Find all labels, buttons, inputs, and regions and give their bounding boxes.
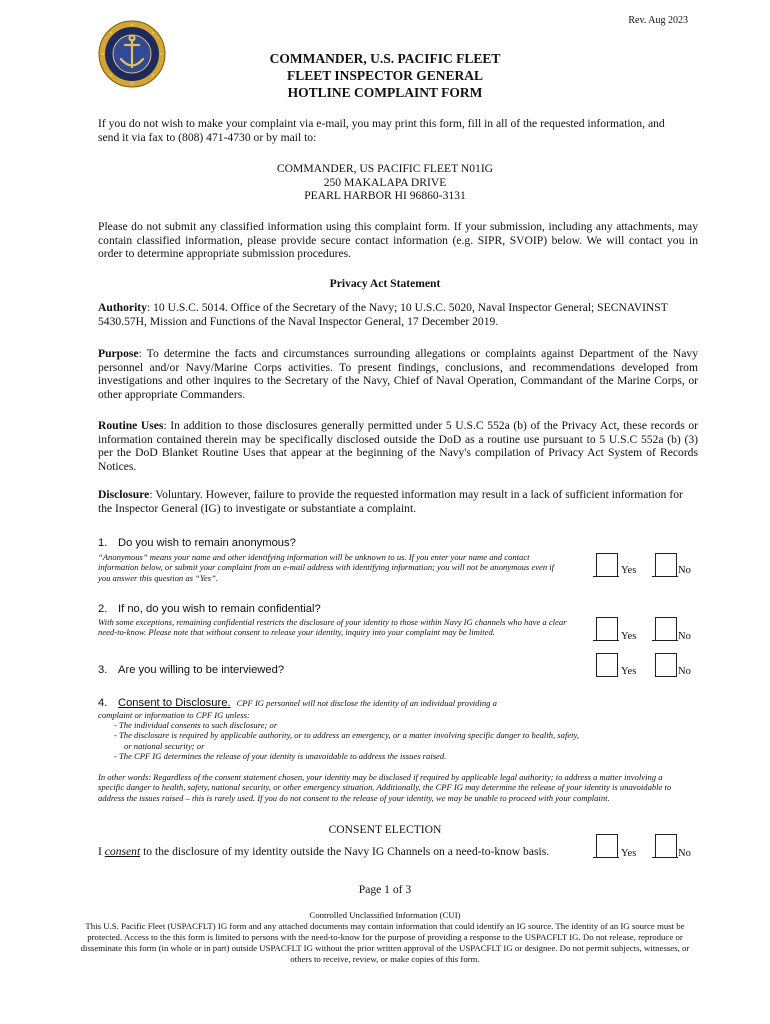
question-2-note: With some exceptions, remaining confidential restricts the disclosure of your identity to those within Navy IG channels who have a clear need-to-know. Please note that without consent to release your identity, inquiry into your complaint may be limited. <box>98 617 567 638</box>
question-4-text: Consent to Disclosure. <box>118 697 231 709</box>
revision-date: Rev. Aug 2023 <box>628 15 688 26</box>
address-line-1: COMMANDER, US PACIFIC FLEET N01IG <box>276 162 494 175</box>
question-3 <box>98 664 284 676</box>
question-4-note: complaint or information to CPF IG unless: <box>98 710 250 720</box>
q2-no-checkbox[interactable] <box>655 617 677 641</box>
list-item: - The CPF IG determines the release of your identity is unavoidable to address the issues raised. <box>114 751 447 762</box>
q3-yes-checkbox[interactable] <box>596 653 618 677</box>
question-3-number: 3. <box>98 664 108 676</box>
routine-uses-label: Routine Uses <box>98 419 164 432</box>
q2-yes-underline <box>593 640 619 641</box>
q2-yes-checkbox[interactable] <box>596 617 618 641</box>
intro-paragraph: If you do not wish to make your complaint via e-mail, you may print this form, fill in all of the requested information, and send it via fax to (808) 471-4730 or by mail to: <box>98 117 665 144</box>
list-item: - The disclosure is required by applicable authority, or to address an emergency, or a matter involving specific danger to health, safety, or national security; or <box>114 730 580 751</box>
consent-no-label: No <box>678 848 691 859</box>
question-2 <box>98 603 321 615</box>
consent-word: consent <box>104 845 141 858</box>
title-line-1: COMMANDER, U.S. PACIFIC FLEET <box>269 51 501 66</box>
title-line-3: HOTLINE COMPLAINT FORM <box>287 85 483 100</box>
address-line-3: PEARL HARBOR HI 96860-3131 <box>304 189 466 203</box>
title-line-2: FLEET INSPECTOR GENERAL <box>286 68 484 83</box>
mailing-address <box>0 162 770 203</box>
question-1 <box>98 537 296 549</box>
authority-paragraph <box>98 301 698 328</box>
consent-suffix: to the disclosure of my identity outside the Navy IG Channels on a need-to-know basis. <box>140 845 550 858</box>
disclosure-label: Disclosure <box>98 488 150 501</box>
question-4 <box>98 697 497 709</box>
cui-footer <box>80 910 690 965</box>
form-title <box>0 50 770 101</box>
q1-no-checkbox[interactable] <box>655 553 677 577</box>
q1-no-underline <box>652 576 678 577</box>
disclosure-paragraph <box>98 488 698 515</box>
cui-heading: Controlled Unclassified Information (CUI) <box>309 910 461 920</box>
question-1-number: 1. <box>98 537 108 549</box>
q2-no-label: No <box>678 631 691 642</box>
cui-text: This U.S. Pacific Fleet (USPACFLT) IG form and any attached documents may contain information that could identify an IG source. The identity of an IG source must be protected. Access to the this form is limited to persons with the need-to-know for the purpose of providing a response to the USPACFLT IG. Do not release, reproduce or disseminate this form (in whole or in part) outside USPACFLT IG without the prior written approval of the USPACFLT IG or designee. Do not permit subjects, witnesses, or others to receive, review, or make copies of this form. <box>80 921 690 964</box>
consent-yes-underline <box>593 857 619 858</box>
question-4-number: 4. <box>98 697 108 709</box>
consent-election-heading: CONSENT ELECTION <box>328 823 442 836</box>
question-4-inline-note: CPF IG personnel will not disclose the identity of an individual providing a <box>236 698 497 708</box>
disclosure-text: : Voluntary. However, failure to provide the requested information may result in a lack of sufficient information for the Inspector General (IG) to investigate or substantiate a complaint. <box>98 488 683 515</box>
classified-warning: Please do not submit any classified information using this complaint form. If your submission, including any attachments, may contain classified information, please provide secure contact information (e.g. SIPR, SVOIP) below. We will contact you in order to determine appropriate submission procedures. <box>98 220 698 261</box>
q1-yes-checkbox[interactable] <box>596 553 618 577</box>
q3-yes-label: Yes <box>621 666 637 677</box>
q2-no-underline <box>652 640 678 641</box>
purpose-paragraph <box>98 347 698 401</box>
consent-statement <box>98 845 549 858</box>
question-1-note: “Anonymous” means your name and other identifying information will be unknown to us. If you enter your name and contact information below, or submit your complaint from an e-mail address with identifying information; you will not be anonymous even if you answer this question as “Yes”. <box>98 552 555 583</box>
purpose-label: Purpose <box>98 347 139 360</box>
address-line-2: 250 MAKALAPA DRIVE <box>323 175 447 189</box>
consent-no-underline <box>652 857 678 858</box>
q2-yes-label: Yes <box>621 631 637 642</box>
consent-yes-checkbox[interactable] <box>596 834 618 858</box>
purpose-text: : To determine the facts and circumstances surrounding allegations or complaints against Department of the Navy personnel and/or Navy/Marine Corps activities. To present findings, conclusions, and recommendations developed from investigations and other inquires to the Secretary of the Navy, Chief of Naval Operation, Commandant of the Marine Corps, or other appropriate Commanders. <box>98 347 698 401</box>
authority-text: : 10 U.S.C. 5014. Office of the Secretary of the Navy; 10 U.S.C. 5020, Naval Inspector General; SECNAVINST 5430.57H, Mission and Functions of the Naval Inspector General, 17 December 2019. <box>98 301 668 328</box>
q1-yes-label: Yes <box>621 565 637 576</box>
list-item: - The individual consents to such disclosure; or <box>114 720 278 730</box>
consent-prefix: I <box>98 845 105 858</box>
privacy-act-heading: Privacy Act Statement <box>329 277 441 290</box>
routine-uses-text: : In addition to those disclosures generally permitted under 5 U.S.C 552a (b) of the Privacy Act, these records or information contained therein may be specifically disclosed outside the DoD as a routine use pursuant to 5 U.S.C 552a (b) (3) per the DoD Blanket Routine Uses that appear at the beginning of the Navy's compilation of Privacy Act System of Records Notices. <box>98 419 698 473</box>
question-1-text: Do you wish to remain anonymous? <box>118 537 296 549</box>
q3-no-checkbox[interactable] <box>655 653 677 677</box>
question-4-conditions-list <box>114 720 584 762</box>
q1-no-label: No <box>678 565 691 576</box>
authority-label: Authority <box>98 301 147 314</box>
routine-uses-paragraph <box>98 419 698 473</box>
consent-no-checkbox[interactable] <box>655 834 677 858</box>
other-words-paragraph: In other words: Regardless of the consent statement chosen, your identity may be disclosed if required by applicable legal authority; to address a matter involving a specific danger to health, safety, national security, or other emergency situation. Additionally, the CPF IG may determine the release of your identity is unavoidable to address the issues raised – this is rarely used. If you do not consent to the release of your identity, we may be unable to proceed with your complaint. <box>98 772 672 803</box>
q1-yes-underline <box>593 576 619 577</box>
page-number: Page 1 of 3 <box>358 883 412 896</box>
question-3-text: Are you willing to be interviewed? <box>118 664 285 676</box>
question-2-text: If no, do you wish to remain confidential? <box>118 603 321 615</box>
q3-no-label: No <box>678 666 691 677</box>
consent-yes-label: Yes <box>621 848 637 859</box>
question-2-number: 2. <box>98 603 108 615</box>
